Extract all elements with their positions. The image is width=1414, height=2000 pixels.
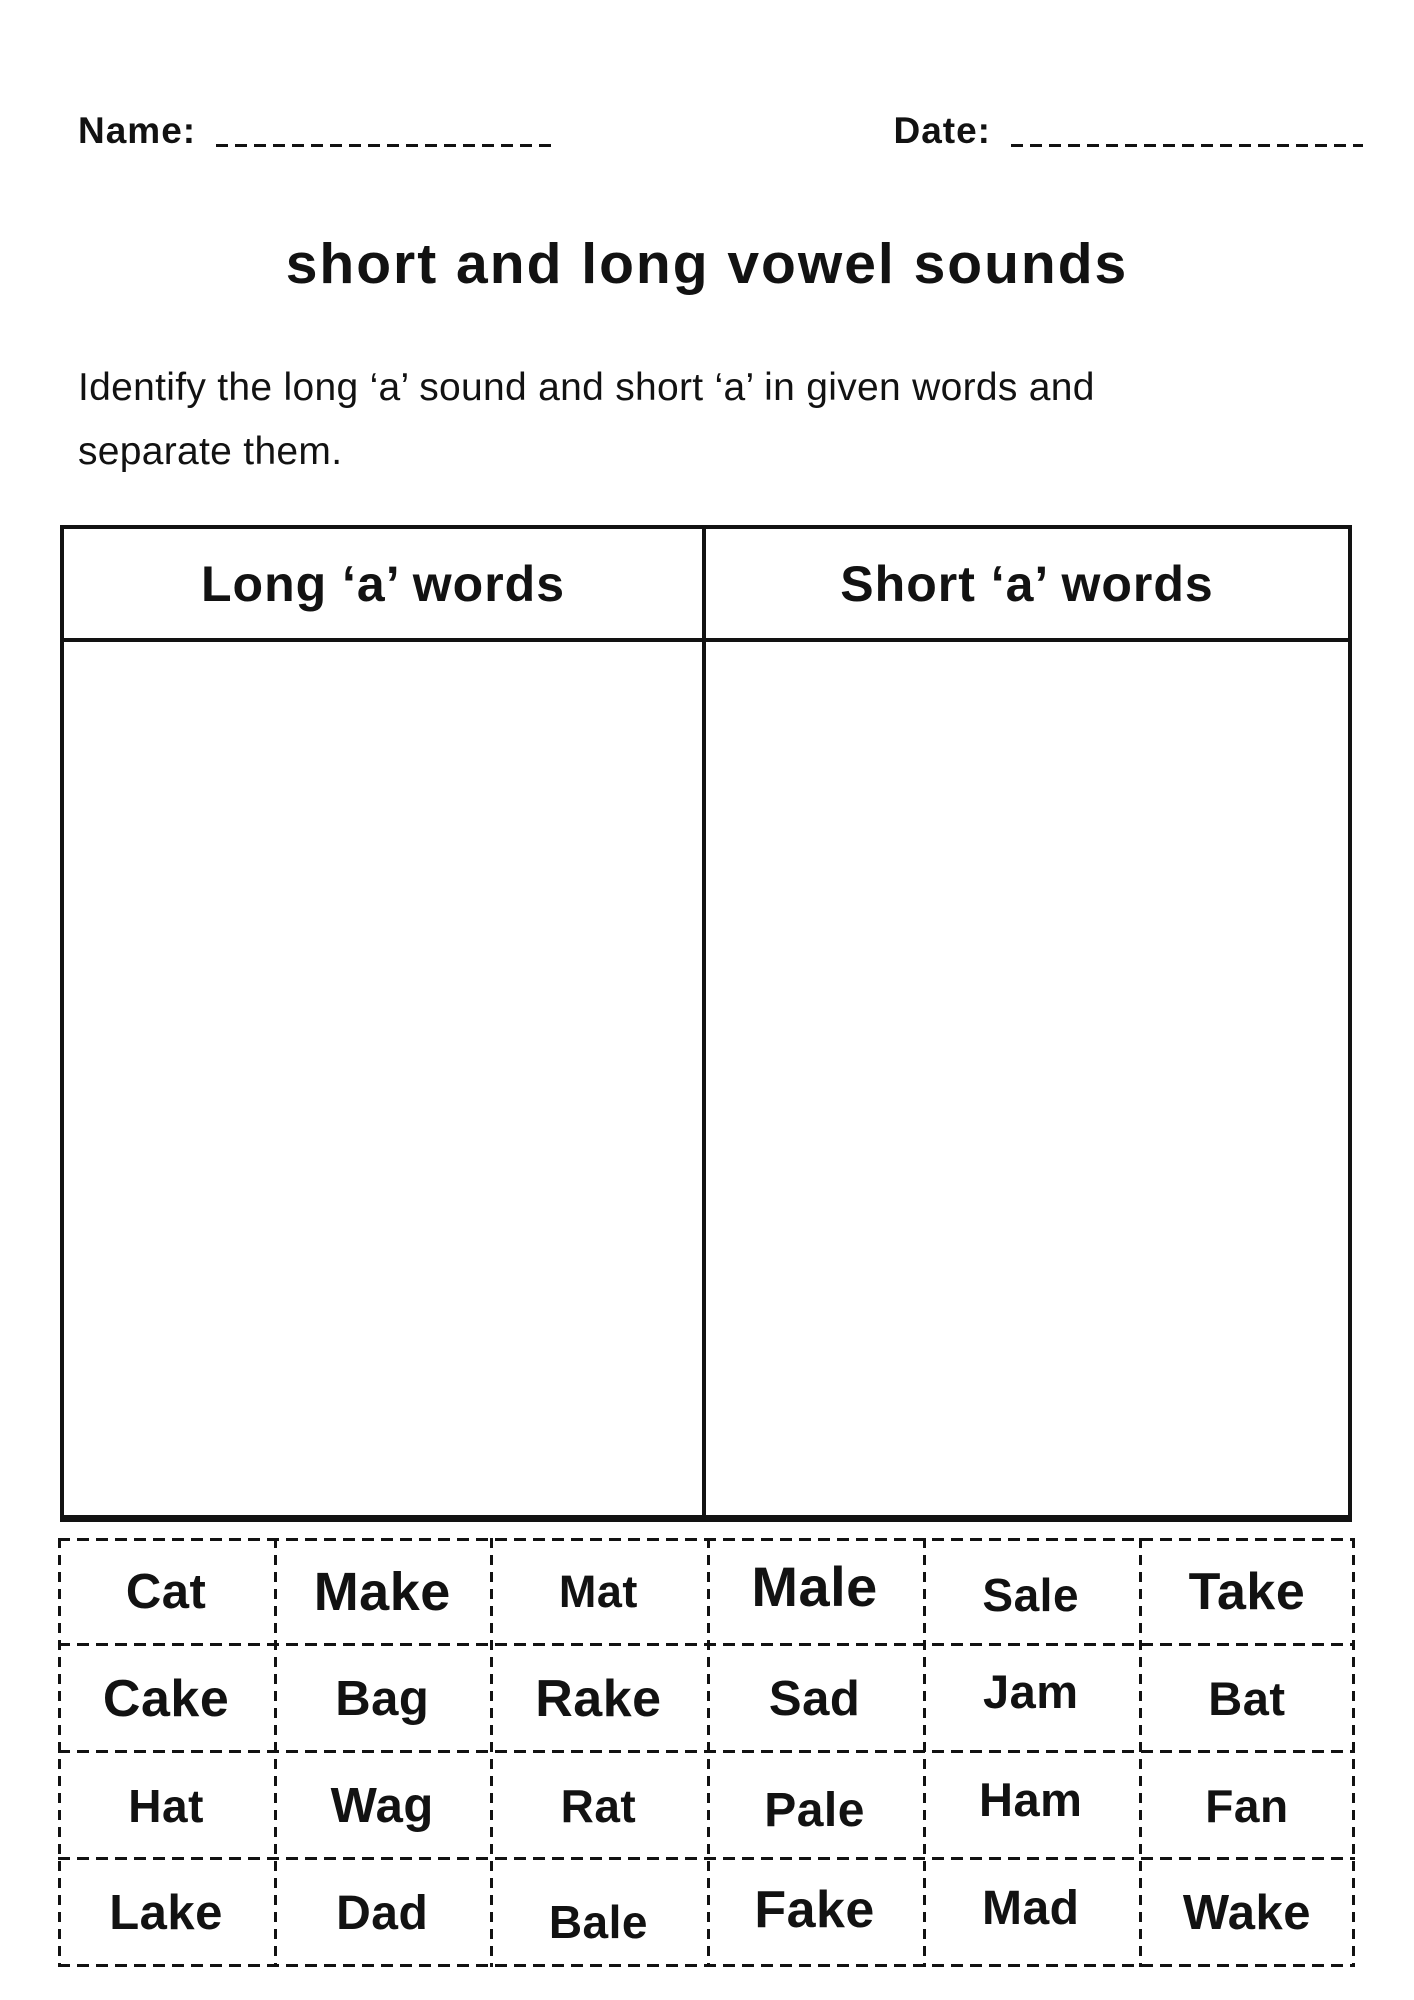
word-card[interactable]: Dad [336,1886,429,1940]
word-card[interactable]: Sale [982,1568,1080,1621]
word-card[interactable]: Fake [754,1881,875,1940]
word-card[interactable]: Take [1188,1562,1306,1621]
word-card[interactable]: Rake [535,1669,662,1728]
word-card[interactable]: Bag [335,1671,430,1726]
grid-line [923,1538,926,1967]
date-field [893,112,1363,149]
name-write-line[interactable] [216,144,556,147]
word-card[interactable]: Lake [109,1886,223,1941]
word-card[interactable]: Rat [560,1780,637,1833]
sorting-table [60,525,1352,1522]
instructions-line-1: Identify the long ‘a’ sound and short ‘a’ in given words and [78,366,1095,409]
column-header-short-a: Short ‘a’ words [706,529,1348,642]
word-card[interactable]: Cat [125,1564,207,1619]
grid-line [707,1538,710,1967]
instructions-text [78,356,1348,484]
name-field-label: Name: [78,110,197,151]
page-title: short and long vowel sounds [285,232,1129,296]
column-header-long-a: Long ‘a’ words [64,529,706,642]
word-card[interactable]: Make [313,1561,451,1622]
word-card[interactable]: Bale [548,1896,648,1949]
word-card[interactable]: Male [751,1555,878,1619]
word-card[interactable]: Hat [128,1780,204,1833]
grid-line [1352,1538,1355,1967]
word-card[interactable]: Sad [768,1671,861,1726]
word-cards-grid [58,1538,1355,1967]
word-card[interactable]: Mat [558,1565,638,1617]
word-card[interactable]: Wake [1182,1886,1311,1941]
word-card[interactable]: Mad [981,1881,1080,1935]
instructions-line-2: separate them. [78,430,343,473]
grid-line [1139,1538,1142,1967]
word-card[interactable]: Bat [1208,1672,1286,1726]
word-card[interactable]: Pale [764,1783,865,1837]
short-a-column-area[interactable] [706,642,1348,1515]
word-card[interactable]: Fan [1205,1780,1289,1833]
date-write-line[interactable] [1011,144,1363,147]
long-a-column-area[interactable] [64,642,706,1515]
word-card[interactable]: Cake [102,1669,230,1728]
word-card[interactable]: Jam [982,1665,1079,1719]
grid-line [274,1538,277,1967]
grid-line [490,1538,493,1967]
name-date-row [78,112,1363,149]
date-field-label: Date: [893,110,991,151]
word-card[interactable]: Wag [330,1779,434,1834]
word-card[interactable]: Ham [979,1772,1083,1826]
grid-line [58,1538,61,1967]
name-field [78,112,556,149]
